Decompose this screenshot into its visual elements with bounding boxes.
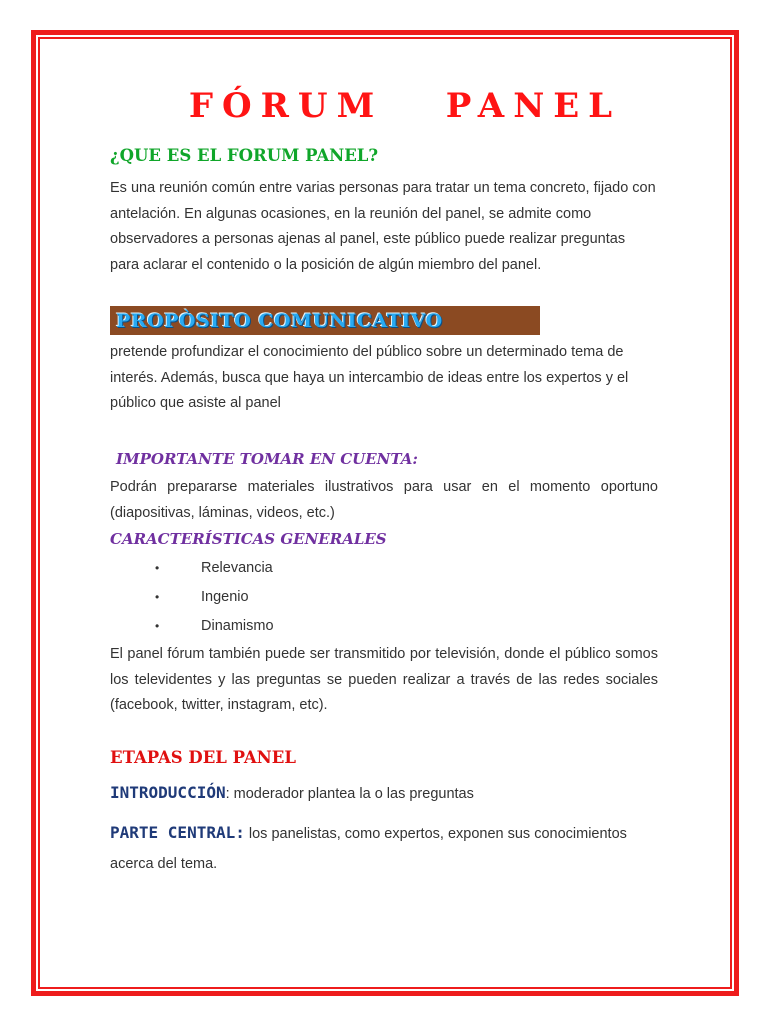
- stage-parte-central: [110, 818, 670, 879]
- bullet-icon: •: [155, 590, 160, 604]
- list-item-text: Relevancia: [201, 560, 273, 576]
- paragraph-importante: Podrán prepararse materiales ilustrativos para usar en el momento oportuno (diapositivas, láminas, videos, etc.): [110, 479, 658, 521]
- bullet-icon: •: [155, 561, 160, 575]
- bullet-icon: •: [155, 619, 160, 633]
- stage-introduccion-text: : moderador plantea la o las preguntas: [225, 786, 474, 802]
- paragraph-que-es: Es una reunión común entre varias personas para tratar un tema concreto, fijado con antelación. En algunas ocasiones, en la reunión del panel, se admite como observadores a personas ajenas al panel, este público puede realizar preguntas para aclarar el contenido o la posición de algún miembro del panel.: [110, 180, 656, 273]
- page-title: FÓRUM PANEL: [188, 86, 622, 126]
- heading-caracteristicas: CARACTERÍSTICAS GENERALES: [110, 530, 387, 548]
- paragraph-proposito: pretende profundizar el conocimiento del público sobre un determinado tema de interés. Además, busca que haya un intercambio de ideas entre los expertos y el público que asiste al panel: [110, 344, 629, 411]
- list-item-text: Ingenio: [201, 589, 249, 605]
- heading-proposito-banner: [110, 306, 540, 335]
- list-item-text: Dinamismo: [201, 618, 274, 634]
- heading-etapas: ETAPAS DEL PANEL: [110, 748, 296, 767]
- heading-importante: IMPORTANTE TOMAR EN CUENTA:: [116, 450, 418, 468]
- stage-parte-central-label: PARTE CENTRAL:: [110, 823, 245, 842]
- paragraph-caracteristicas: El panel fórum también puede ser transmitido por televisión, donde el público somos los televidentes y las preguntas se pueden realizar a través de las redes sociales (facebook, twitter, instagram, etc).: [110, 646, 658, 713]
- stage-introduccion: [110, 783, 670, 802]
- stage-introduccion-label: INTRODUCCIÓN: [110, 783, 226, 802]
- heading-que-es: ¿QUE ES EL FORUM PANEL?: [110, 146, 379, 165]
- stage-parte-central-text: los panelistas, como expertos, exponen sus conocimientos acerca del tema.: [110, 826, 627, 872]
- heading-proposito: PROPÒSITO COMUNICATIVO: [116, 310, 443, 332]
